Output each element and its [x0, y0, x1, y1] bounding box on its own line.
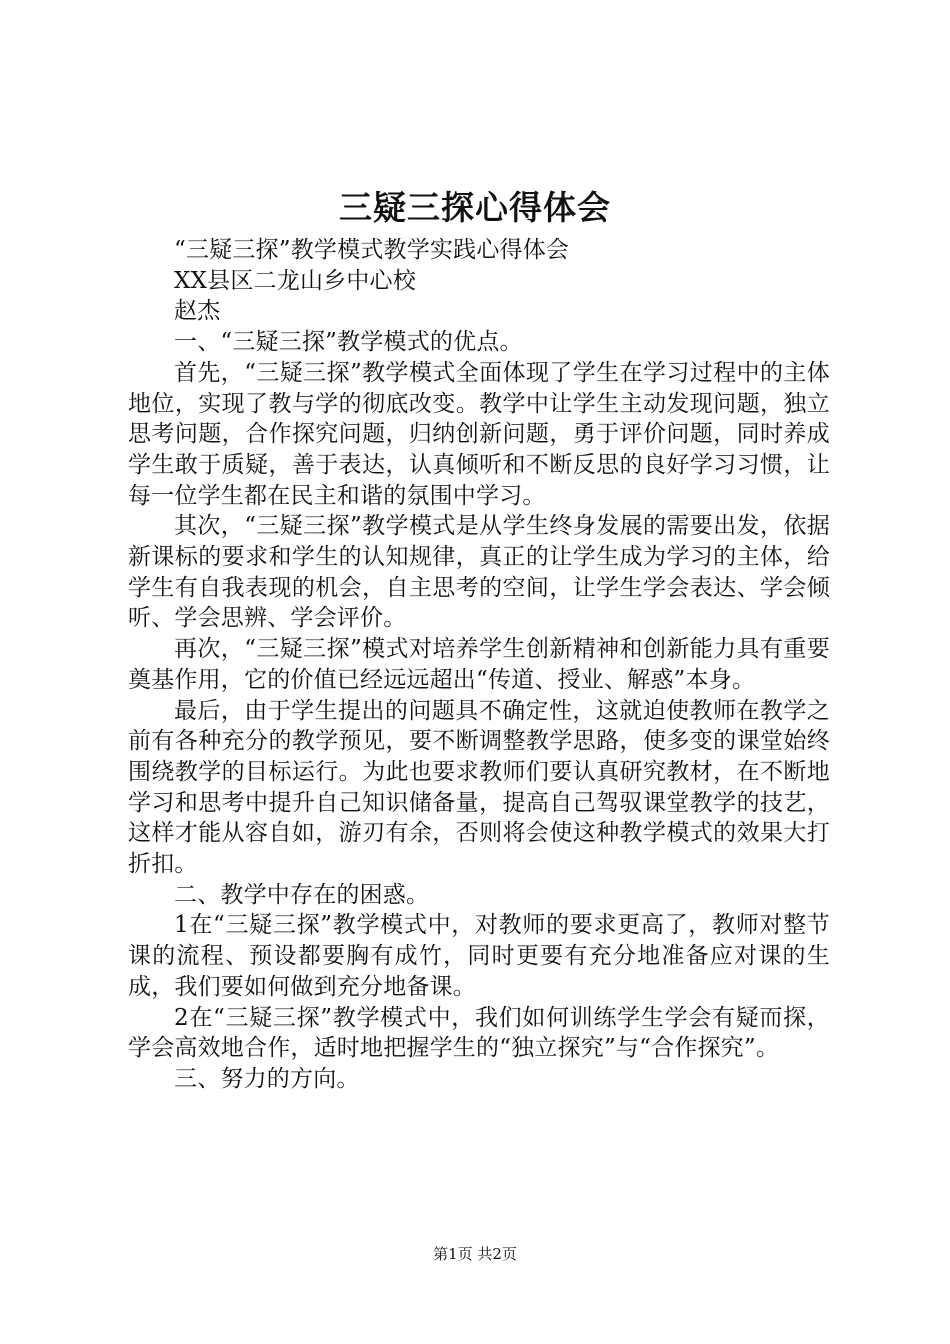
- school-paragraph: XX县区二龙山乡中心校: [174, 267, 416, 294]
- body-paragraph-last: 最后，由于学生提出的问题具不确定性，这就迫使教师在教学之前有各种充分的教学预见，要不断调整教学思路，使多变的课堂始终围绕教学的目标运行。为此也要求教师们要认真研究教材，在不断地学习和思考中提升自己知识储备量，提高自己驾驭课堂教学的技艺，这样才能从容自如，游刃有余，否则将会使这种教学模式的效果大打折扣。: [128, 697, 830, 878]
- document-title: 三疑三探心得体会: [339, 188, 611, 227]
- body-paragraph-first: 首先，“三疑三探”教学模式全面体现了学生在学习过程中的主体地位，实现了教与学的彻底改变。教学中让学生主动发现问题，独立思考问题，合作探究问题，归纳创新问题，勇于评价问题，同时养成学生敢于质疑，善于表达，认真倾听和不断反思的良好学习习惯，让每一位学生都在民主和谐的氛围中学习。: [128, 359, 830, 509]
- section-heading-1: 一、“三疑三探”教学模式的优点。: [174, 329, 523, 356]
- subtitle-paragraph: “三疑三探”教学模式教学实践心得体会: [174, 237, 570, 263]
- section-heading-3: 三、努力的方向。: [174, 1065, 360, 1092]
- document-body: [128, 235, 830, 1095]
- section-heading-2: 二、教学中存在的困惑。: [174, 881, 430, 908]
- body-paragraph-third: 再次，“三疑三探”模式对培养学生创新精神和创新能力具有重要奠基作用，它的价值已经远远超出“传道、授业、解惑”本身。: [128, 636, 830, 693]
- page-footer: 第1页 共2页: [433, 1245, 517, 1263]
- confusion-item-1: 1在“三疑三探”教学模式中，对教师的要求更高了，教师对整节课的流程、预设都要胸有成竹，同时更要有充分地准备应对课的生成，我们要如何做到充分地备课。: [128, 912, 830, 1000]
- body-paragraph-second: 其次，“三疑三探”教学模式是从学生终身发展的需要出发，依据新课标的要求和学生的认知规律，真正的让学生成为学习的主体，给学生有自我表现的机会，自主思考的空间，让学生学会表达、学会倾听、学会思辨、学会评价。: [128, 513, 830, 632]
- confusion-item-2: 2在“三疑三探”教学模式中，我们如何训练学生学会有疑而探，学会高效地合作，适时地把握学生的“独立探究”与“合作探究”。: [128, 1004, 830, 1062]
- author-paragraph: 赵杰: [174, 298, 221, 325]
